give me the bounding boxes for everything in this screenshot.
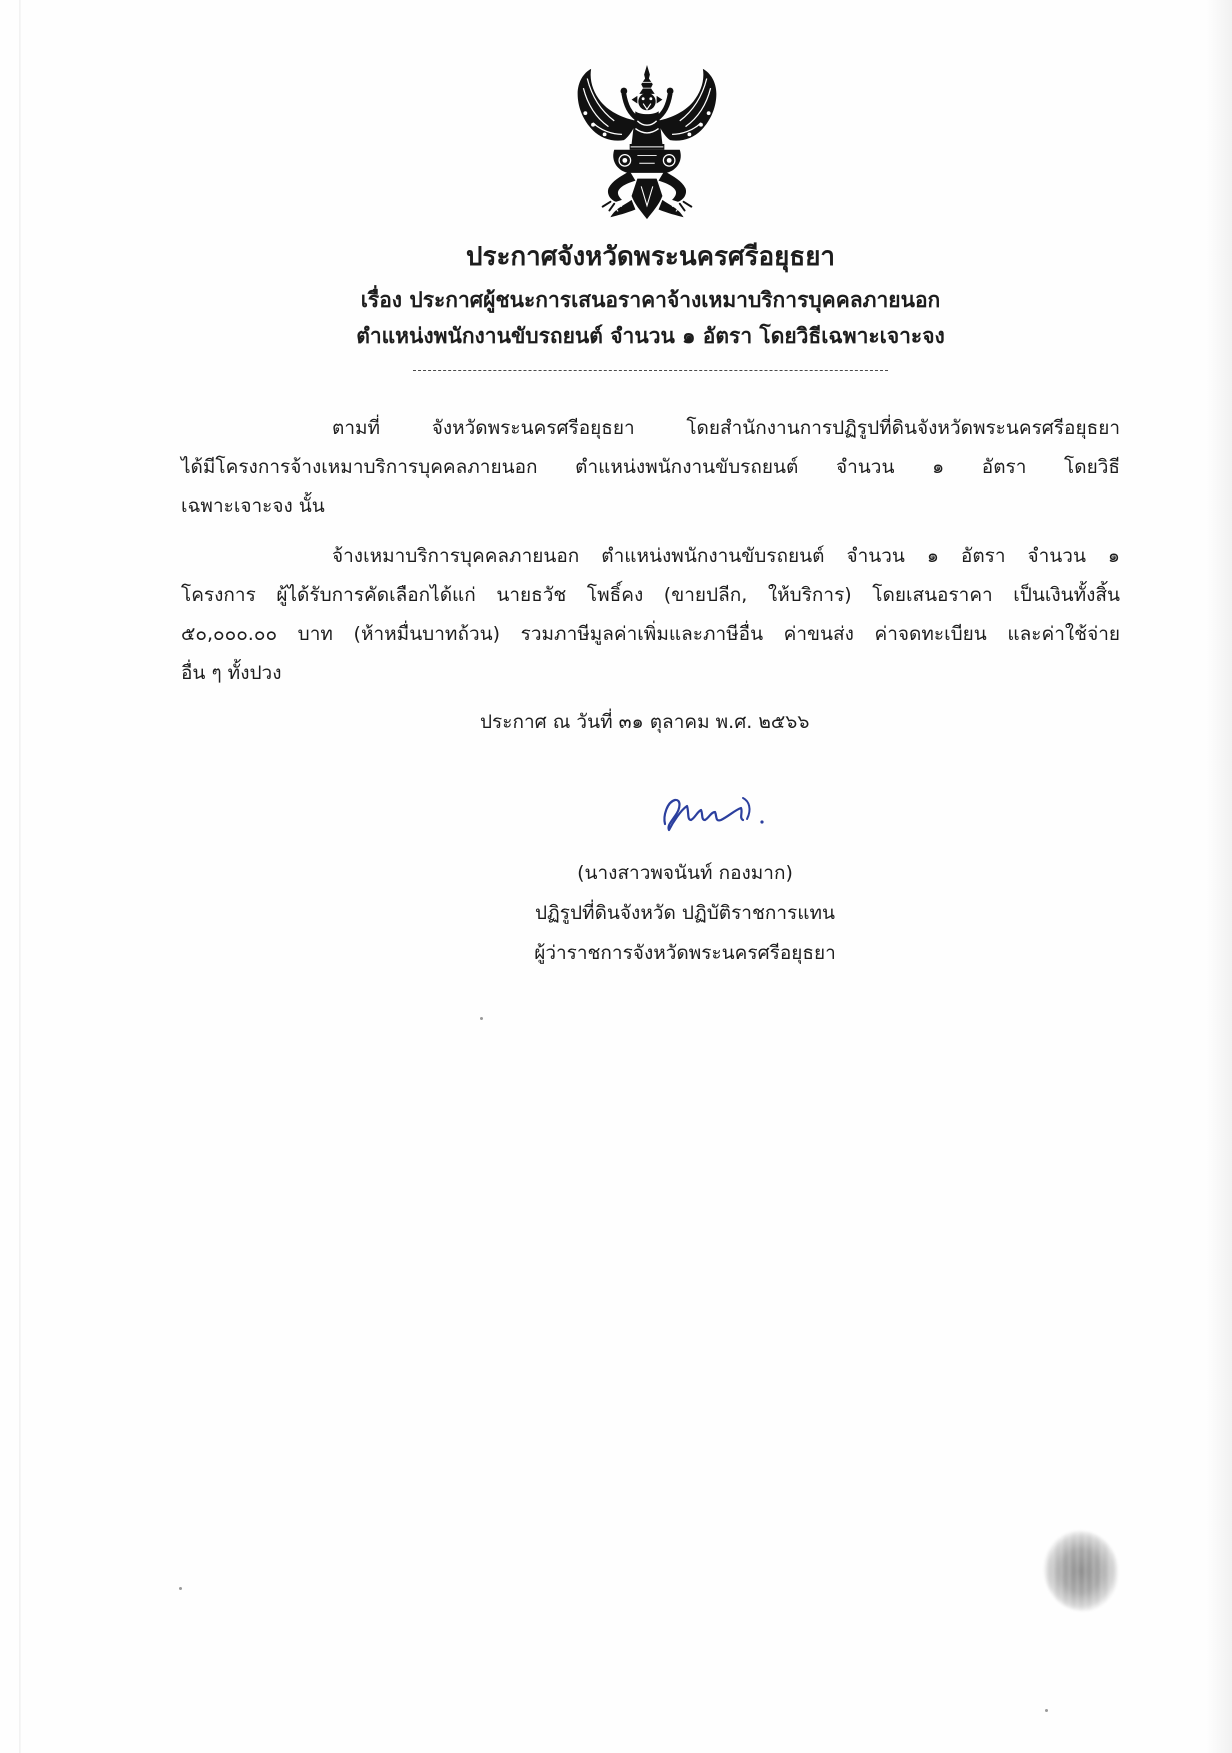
- scan-edge-left: [19, 0, 21, 1753]
- emblem-torso: [630, 111, 665, 150]
- dashed-separator: [413, 370, 888, 371]
- signatory-position-continued: ผู้ว่าราชการจังหวัดพระนครศรีอยุธยา: [534, 942, 836, 964]
- emblem-hips: [613, 150, 681, 173]
- announcement-title: ประกาศจังหวัดพระนครศรีอยุธยา: [465, 242, 836, 272]
- signature-block: [475, 792, 895, 973]
- paragraph-line: เฉพาะเจาะจง นั้น: [181, 495, 325, 517]
- announcement-date: ประกาศ ณ วันที่ ๓๑ ตุลาคม พ.ศ. ๒๕๖๖: [480, 711, 810, 733]
- paragraph-line: ตามที่ จังหวัดพระนครศรีอยุธยา โดยสำนักงานการปฏิรูปที่ดินจังหวัดพระนครศรีอยุธยา: [332, 417, 1120, 439]
- signature-flourish: [743, 798, 750, 819]
- emblem-crown: [639, 65, 654, 94]
- scan-speck: [1045, 1709, 1048, 1712]
- paragraph-award: [181, 537, 1120, 693]
- document-body: [181, 0, 1120, 973]
- scan-speck: [480, 1017, 483, 1020]
- garuda-emblem-icon: [569, 65, 725, 223]
- emblem-head: [632, 93, 663, 110]
- paragraph-line: ได้มีโครงการจ้างเหมาบริการบุคคลภายนอก ตำแหน่งพนักงานขับรถยนต์ จำนวน ๑ อัตรา โดยวิธี: [181, 456, 1120, 478]
- signature-dot: [760, 820, 763, 823]
- punch-smudge: [1044, 1531, 1118, 1611]
- scan-edge-right: [1206, 0, 1232, 1753]
- signatory-position: ปฏิรูปที่ดินจังหวัด ปฏิบัติราชการแทน: [534, 902, 836, 924]
- paragraph-line: ๕๐,๐๐๐.๐๐ บาท (ห้าหมื่นบาทถ้วน) รวมภาษีมูลค่าเพิ่มและภาษีอื่น ค่าขนส่ง ค่าจดทะเบียน และค่าใช้จ่าย: [181, 623, 1120, 645]
- subject-line-continued: ตำแหน่งพนักงานขับรถยนต์ จำนวน ๑ อัตรา โดยวิธีเฉพาะเจาะจง: [356, 324, 945, 348]
- paragraph-background: [181, 409, 1120, 526]
- paragraph-line: อื่น ๆ ทั้งปวง: [181, 662, 282, 684]
- paragraph-line: โครงการ ผู้ได้รับการคัดเลือกได้แก่ นายธวัช โพธิ์คง (ขายปลีก, ให้บริการ) โดยเสนอราคา เป็นเงินทั้งสิ้น: [181, 584, 1120, 606]
- signatory-name: (นางสาวพจนันท์ กองมาก): [577, 862, 793, 884]
- signature-stroke: [664, 800, 743, 830]
- handwritten-signature: [659, 792, 771, 834]
- scan-speck: [179, 1587, 182, 1590]
- subject-line: เรื่อง ประกาศผู้ชนะการเสนอราคาจ้างเหมาบริการบุคคลภายนอก: [360, 288, 941, 312]
- paragraph-line: จ้างเหมาบริการบุคคลภายนอก ตำแหน่งพนักงานขับรถยนต์ จำนวน ๑ อัตรา จำนวน ๑: [332, 545, 1120, 567]
